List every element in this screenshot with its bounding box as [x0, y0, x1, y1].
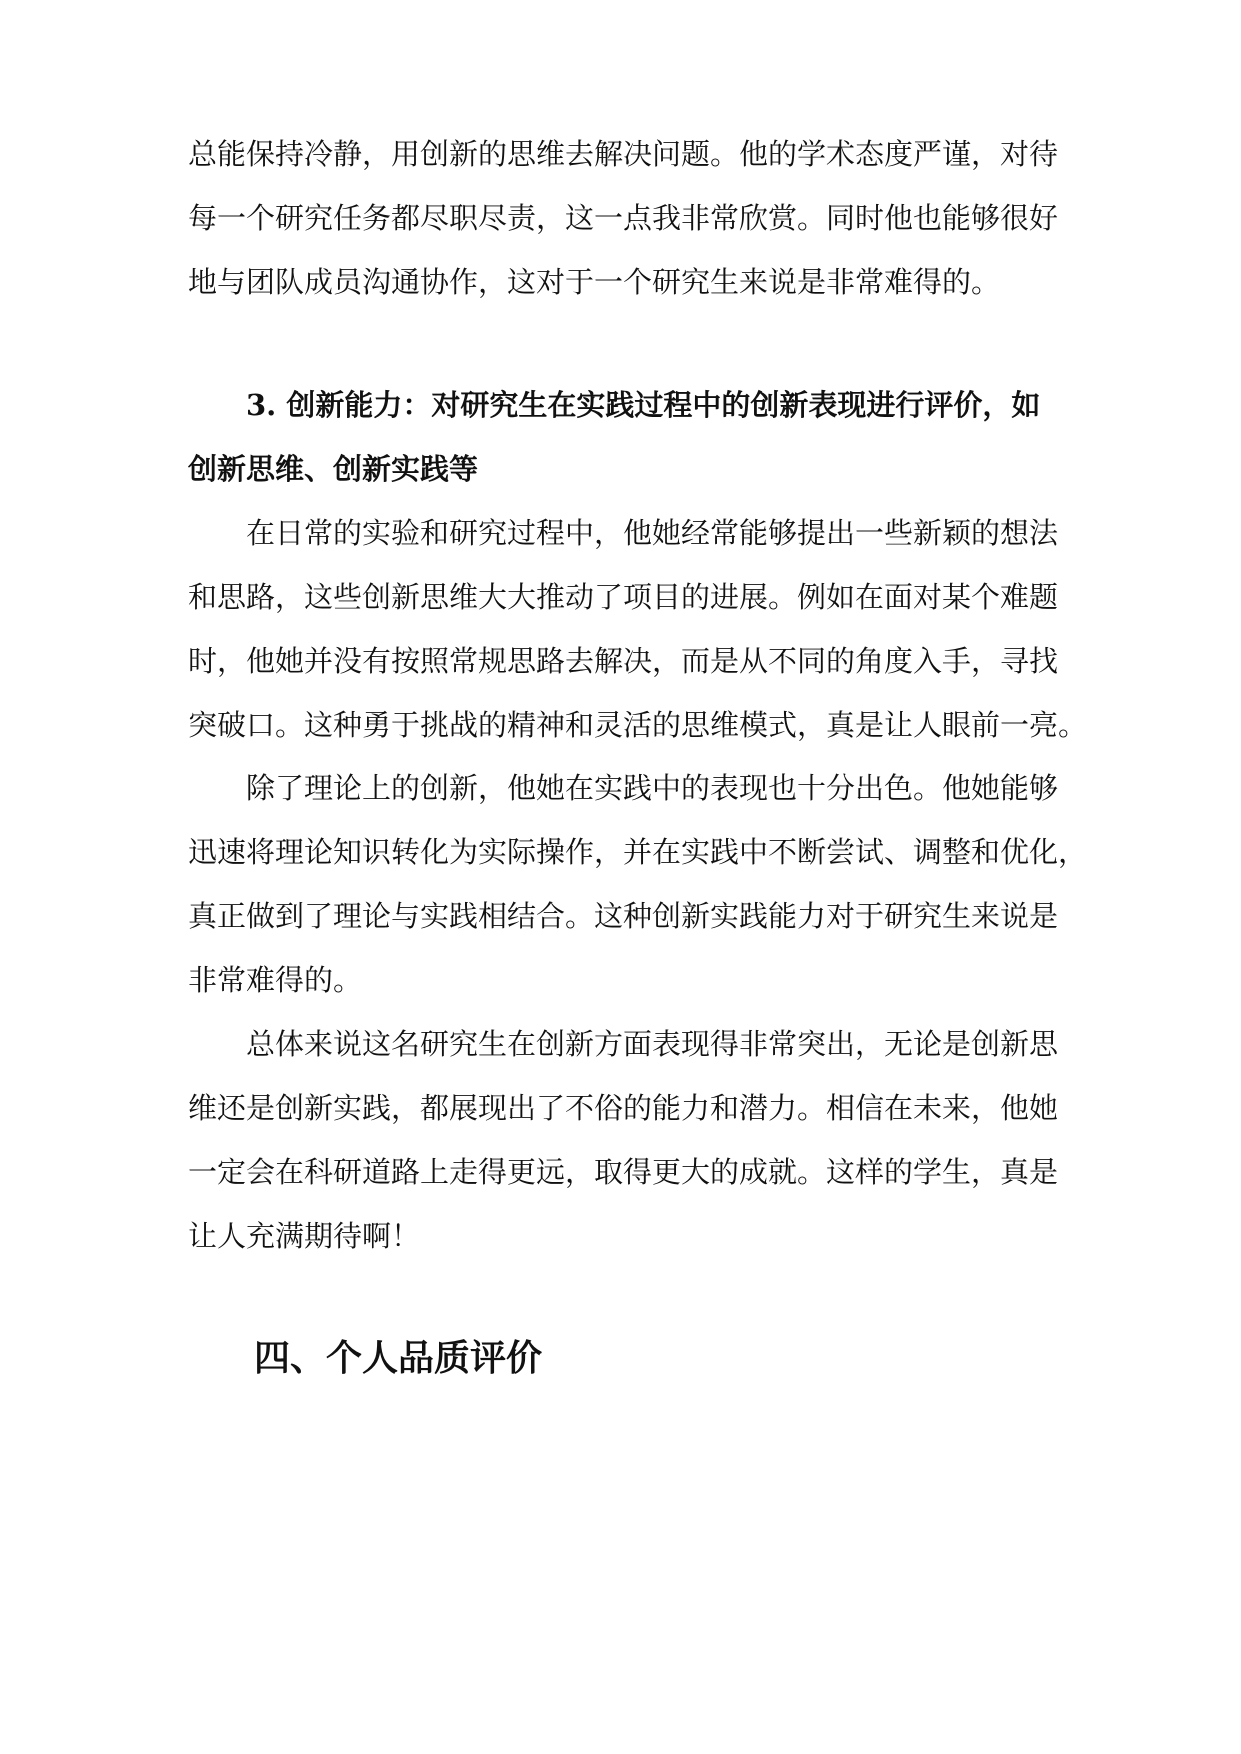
- text-line: 一定会在科研道路上走得更远，取得更大的成就。这样的学生，真是: [188, 1155, 1059, 1189]
- text-line: 迅速将理论知识转化为实际操作，并在实践中不断尝试、调整和优化，: [188, 835, 1088, 869]
- text-line: 和思路，这些创新思维大大推动了项目的进展。例如在面对某个难题: [188, 580, 1059, 614]
- text-line: 非常难得的。: [188, 963, 363, 997]
- text-line: 总能保持冷静，用创新的思维去解决问题。他的学术态度严谨，对待: [188, 137, 1059, 171]
- text-line: 每一个研究任务都尽职尽责，这一点我非常欣赏。同时他也能够很好: [188, 201, 1059, 235]
- text-line: 在日常的实验和研究过程中，他她经常能够提出一些新颖的想法: [246, 516, 1059, 550]
- text-line: 总体来说这名研究生在创新方面表现得非常突出，无论是创新思: [246, 1027, 1059, 1061]
- section-4-heading: 四、个人品质评价: [254, 1337, 543, 1379]
- text-line: 地与团队成员沟通协作，这对于一个研究生来说是非常难得的。: [188, 265, 1001, 299]
- text-line: 除了理论上的创新，他她在实践中的表现也十分出色。他她能够: [246, 771, 1059, 805]
- heading-line: 创新思维、创新实践等: [188, 452, 479, 486]
- text-line: 让人充满期待啊！: [188, 1219, 421, 1253]
- heading-line: 3. 创新能力：对研究生在实践过程中的创新表现进行评价，如: [246, 388, 1041, 422]
- text-line: 时，他她并没有按照常规思路去解决，而是从不同的角度入手，寻找: [188, 644, 1059, 678]
- text-line: 维还是创新实践，都展现出了不俗的能力和潜力。相信在未来，他她: [188, 1091, 1059, 1125]
- text-line: 突破口。这种勇于挑战的精神和灵活的思维模式，真是让人眼前一亮。: [188, 708, 1088, 742]
- text-line: 真正做到了理论与实践相结合。这种创新实践能力对于研究生来说是: [188, 899, 1059, 933]
